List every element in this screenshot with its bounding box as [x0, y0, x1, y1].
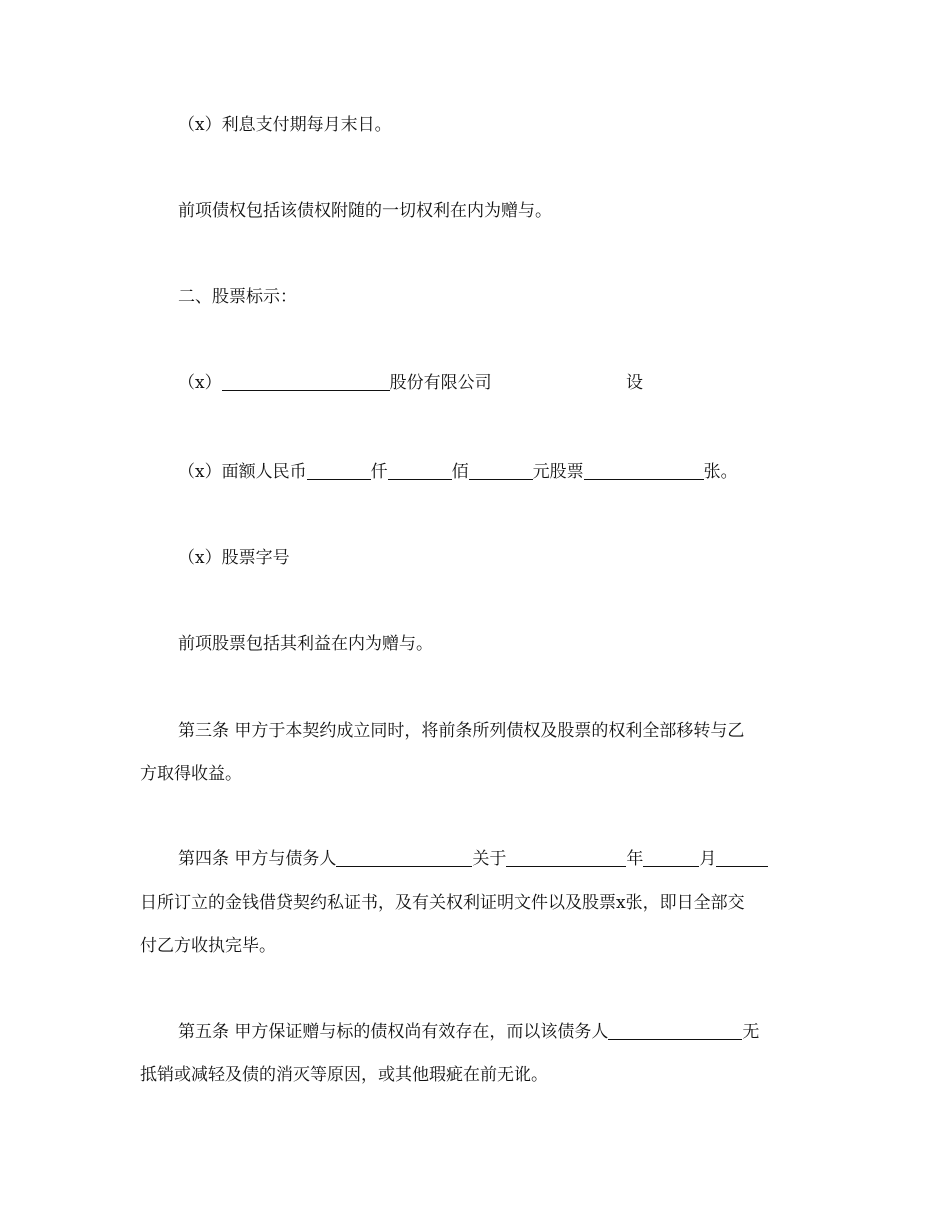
- art5-debtor-blank[interactable]: [608, 1021, 742, 1040]
- art4-month: 月: [699, 849, 717, 869]
- yuan-blank[interactable]: [469, 461, 533, 480]
- debtor-blank[interactable]: [336, 848, 472, 867]
- art4-prefix: 第四条 甲方与债务人: [178, 849, 337, 869]
- stock-company-line: [178, 371, 492, 395]
- month-blank[interactable]: [643, 848, 699, 867]
- par-zhang: 张。: [703, 462, 738, 482]
- stock-gift-line: 前项股票包括其利益在内为赠与。: [178, 634, 433, 654]
- stock-company-suffix: 股份有限公司: [389, 373, 492, 393]
- year-blank[interactable]: [506, 848, 626, 867]
- article-5-line-2: 抵销或减轻及债的消灭等原因，或其他瑕疵在前无讹。: [140, 1065, 548, 1085]
- article-3-line-1: 第三条 甲方于本契约成立同时，将前条所列债权及股票的权利全部移转与乙: [178, 721, 745, 741]
- par-qian: 仟: [370, 462, 388, 482]
- art5-suffix: 无: [742, 1022, 760, 1042]
- stock-section-heading: 二、股票标示：: [178, 287, 297, 307]
- par-yuan: 元股票: [532, 462, 584, 482]
- article-4-line-3: 付乙方收执完毕。: [140, 936, 276, 956]
- stock-company-tail: 设: [626, 373, 643, 393]
- bai-blank[interactable]: [388, 461, 452, 480]
- art4-year: 年: [626, 849, 644, 869]
- day-blank[interactable]: [716, 848, 768, 867]
- art5-prefix: 第五条 甲方保证赠与标的债权尚有效存在，而以该债务人: [178, 1022, 609, 1042]
- company-name-blank[interactable]: [222, 372, 390, 391]
- article-3-line-2: 方取得收益。: [140, 764, 242, 784]
- art4-about: 关于: [472, 849, 507, 869]
- article-4-line-1: [178, 847, 768, 871]
- par-value-line: [178, 460, 738, 484]
- article-4-line-2: 日所订立的金钱借贷契约私证书，及有关权利证明文件以及股票x张，即日全部交: [140, 893, 745, 913]
- qian-blank[interactable]: [307, 461, 371, 480]
- share-count-blank[interactable]: [584, 461, 704, 480]
- interest-payment-line: （x）利息支付期每月末日。: [178, 115, 392, 135]
- par-bai: 佰: [451, 462, 469, 482]
- claim-gift-line: 前项债权包括该债权附随的一切权利在内为赠与。: [178, 201, 552, 221]
- stock-number-line: （x）股票字号: [178, 548, 290, 568]
- stock-company-prefix: （x）: [178, 373, 222, 393]
- par-prefix: （x）面额人民币: [178, 462, 307, 482]
- article-5-line-1: [178, 1020, 759, 1044]
